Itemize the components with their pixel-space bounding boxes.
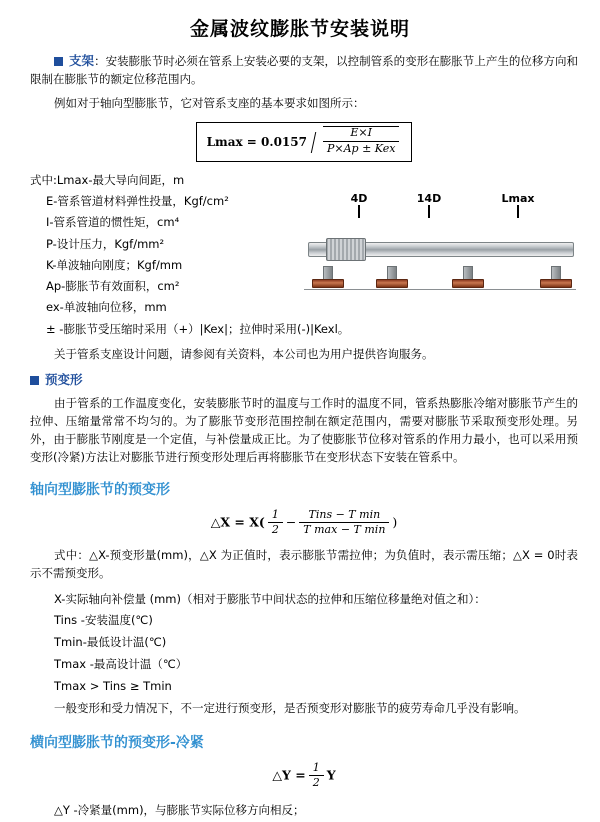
pipe-system-diagram bbox=[304, 192, 576, 312]
lmax-fraction bbox=[323, 126, 399, 155]
lateral-equation-rhs: Y bbox=[326, 767, 336, 783]
definitions-column bbox=[30, 170, 350, 340]
definition-item: Ap-膨胀节有效面积，cm² bbox=[46, 279, 180, 294]
axial-line-2: X-实际轴向补偿量 (mm)（相对于膨胀节中间状态的拉伸和压缩位移量绝对值之和）： bbox=[54, 591, 486, 606]
definition-item: ex-单波轴向位移，mm bbox=[46, 300, 167, 315]
axial-line-5: Tmax -最高设计温（℃） bbox=[54, 657, 188, 672]
lateral-line-1: △Y -冷紧量(mm)，与膨胀节实际位移方向相反； bbox=[54, 802, 305, 817]
lateral-fraction-half-num: 1 bbox=[309, 762, 324, 777]
lateral-fraction-half-den: 2 bbox=[312, 776, 320, 790]
ground-line bbox=[304, 289, 576, 290]
lateral-fraction-half bbox=[309, 762, 324, 790]
page-title: 金属波纹膨胀节安装说明 bbox=[189, 18, 410, 40]
dimension-14d-label: 14D bbox=[416, 191, 442, 205]
support-icon bbox=[376, 266, 406, 288]
bracket-heading: 支架 bbox=[69, 53, 95, 68]
dimension-row bbox=[304, 192, 576, 214]
support-base bbox=[376, 279, 408, 288]
lmax-formula-lhs: Lmax = 0.0157 bbox=[206, 134, 307, 149]
support-icon bbox=[312, 266, 342, 288]
lateral-predeform-equation bbox=[30, 762, 578, 790]
axial-line-7: 一般变形和受力情况下，不一定进行预变形，是否预变形对膨胀节的疲劳寿命几乎没有影响。 bbox=[54, 700, 526, 715]
support-base bbox=[540, 279, 572, 288]
definitions-list bbox=[30, 170, 350, 340]
axial-line-4: Tmin-最低设计温(℃) bbox=[54, 635, 167, 650]
definition-item: K-单波轴向刚度；Kgf/mm bbox=[46, 257, 183, 272]
dimension-lmax-label: Lmax bbox=[501, 191, 535, 205]
lmax-formula-block bbox=[30, 122, 578, 161]
definition-item: 式中:Lmax-最大导向间距，m bbox=[30, 172, 185, 187]
bracket-paragraph-1: 安装膨胀节时必须在管系上安装必要的支架，以控制管系的变形在膨胀节上产生的位移方向和限制在膨胀节的额定位移范围内。 bbox=[30, 54, 578, 86]
definition-item: P-设计压力，Kgf/mm² bbox=[46, 236, 165, 251]
axial-fraction-temp-num: Tins − T min bbox=[299, 509, 389, 524]
square-root-icon bbox=[311, 128, 399, 155]
document-page bbox=[0, 14, 600, 817]
axial-fraction-half-num: 1 bbox=[268, 509, 283, 524]
dimension-14d bbox=[392, 192, 466, 218]
axial-predeform-equation bbox=[30, 509, 578, 537]
lmax-formula bbox=[196, 122, 413, 161]
dimension-lmax bbox=[468, 192, 568, 218]
axial-predeform-heading: 轴向型膨胀节的预变形 bbox=[30, 481, 170, 498]
bracket-paragraph-3: 关于管系支座设计问题，请参阅有关资料，本公司也为用户提供咨询服务。 bbox=[54, 346, 434, 361]
lmax-numerator: E×I bbox=[323, 127, 399, 142]
blue-square-bullet-icon bbox=[30, 376, 39, 385]
document-body bbox=[0, 51, 600, 822]
axial-fraction-half bbox=[268, 509, 283, 537]
axial-equation-rhs: ) bbox=[392, 514, 398, 530]
support-base bbox=[312, 279, 344, 288]
definitions-and-drawing bbox=[30, 170, 578, 340]
pipe-area bbox=[304, 216, 576, 294]
axial-fraction-half-den: 2 bbox=[271, 523, 279, 537]
predeform-heading-row bbox=[30, 370, 578, 390]
axial-fraction-temp-den: T max − T min bbox=[303, 523, 386, 537]
lateral-predeform-heading: 横向型膨胀节的预变形-冷紧 bbox=[30, 734, 204, 751]
definition-item: E-管系管道材料弹性投量，Kgf/cm² bbox=[46, 193, 229, 208]
lateral-equation-lhs: △Y = bbox=[272, 767, 306, 783]
definition-item: I-管系管道的惯性矩，cm⁴ bbox=[46, 215, 180, 230]
dimension-4d-label: 4D bbox=[350, 191, 368, 205]
axial-line-1: 式中：△X-预变形量(mm)，△X 为正值时，表示膨胀节需拉伸；为负值时，表示需压缩；△X = 0时表示不需预变形。 bbox=[30, 548, 578, 580]
axial-fraction-temp bbox=[299, 509, 389, 537]
lmax-denominator: P×Ap ± Kex bbox=[326, 142, 396, 156]
definition-item: ± -膨胀节受压缩时采用（+）|Kex|；拉伸时采用(-)|Kexl。 bbox=[46, 321, 350, 336]
blue-square-bullet-icon bbox=[54, 57, 63, 66]
predeform-heading: 预变形 bbox=[45, 371, 83, 387]
drawing-column bbox=[304, 170, 578, 312]
support-base bbox=[452, 279, 484, 288]
axial-equation-lhs: △X = X( bbox=[210, 514, 265, 530]
axial-line-6: Tmax > Tins ≥ Tmin bbox=[54, 679, 172, 693]
support-icon bbox=[540, 266, 570, 288]
dimension-4d bbox=[328, 192, 390, 218]
axial-line-3: Tins -安装温度(℃) bbox=[54, 613, 153, 628]
bellows-expansion-joint-icon bbox=[326, 238, 366, 261]
predeform-paragraph-1: 由于管系的工作温度变化，安装膨胀节时的温度与工作时的温度不同，管系热膨胀冷缩对膨胀节产生的拉伸、压缩量常常不均匀的。为了膨胀节变形范围控制在额定范围内，需要对膨胀节采取预变形处理。另外，由于膨胀节刚度是一个定值，与补偿量成正比。为了使膨胀节位移对管系的作用力最小，也可以采用预变形(冷紧)方法让对膨胀节进行预变形处理后再将膨胀节在变形状态下安装在管系中。 bbox=[30, 396, 578, 464]
bracket-paragraph-2: 例如对于轴向型膨胀节，它对管系支座的基本要求如图所示： bbox=[54, 95, 365, 110]
axial-equation-minus: − bbox=[285, 514, 297, 530]
support-icon bbox=[452, 266, 482, 288]
bracket-intro-paragraph: 支架：安装膨胀节时必须在管系上安装必要的支架，以控制管系的变形在膨胀节上产生的位移方向和限制在膨胀节的额定位移范围内。 bbox=[30, 53, 578, 86]
